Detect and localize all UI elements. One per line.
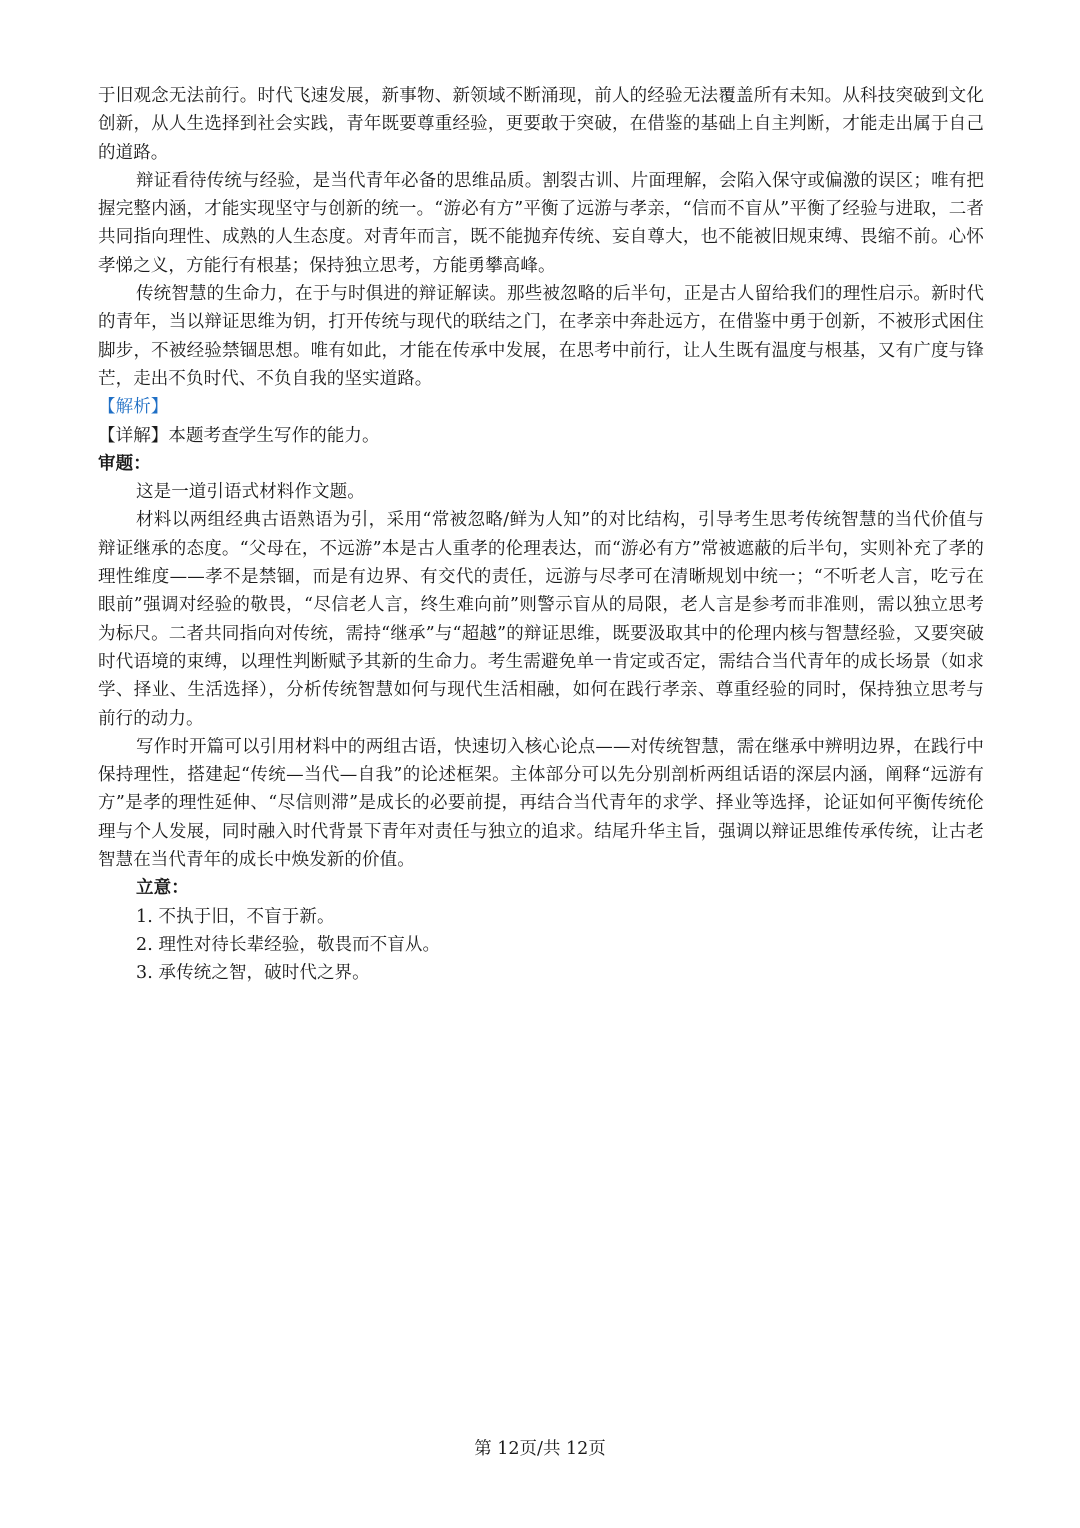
list-item: 1. 不执于旧，不盲于新。 — [136, 906, 335, 927]
list-item: 3. 承传统之智，破时代之界。 — [136, 963, 370, 984]
analysis-paragraph: 这是一道引语式材料作文题。 — [136, 482, 365, 503]
document-body — [98, 82, 984, 988]
analysis-paragraph: 写作时开篇可以引用材料中的两组古语，快速切入核心论点——对传统智慧，需在继承中辨明边界，在践行中保持理性，搭建起“传统—当代—自我”的论述框架。主体部分可以先分别剖析两组话语的深层内涵，阐释“远游有方”是孝的理性延伸、“尽信则滞”是成长的必要前提，再结合当代青年的求学、择业等选择，论证如何平衡传统伦理与个人发展，同时融入时代背景下青年对责任与独立的追求。结尾升华主旨，强调以辩证思维传承传统，让古老智慧在当代青年的成长中焕发新的价值。 — [98, 736, 984, 871]
analysis-detail: 【详解】本题考查学生写作的能力。 — [98, 425, 380, 446]
liyi-label: 立意： — [136, 878, 189, 899]
body-paragraph: 辩证看待传统与经验，是当代青年必备的思维品质。割裂古训、片面理解，会陷入保守或偏激的误区；唯有把握完整内涵，才能实现坚守与创新的统一。“游必有方”平衡了远游与孝亲，“信而不盲从”平衡了经验与进取，二者共同指向理性、成熟的人生态度。对青年而言，既不能抛弃传统、妄自尊大，也不能被旧规束缚、畏缩不前。心怀孝悌之义，方能行有根基；保持独立思考，方能勇攀高峰。 — [98, 170, 984, 276]
list-item: 2. 理性对待长辈经验，敬畏而不盲从。 — [136, 934, 441, 955]
body-paragraph: 传统智慧的生命力，在于与时俱进的辩证解读。那些被忽略的后半句，正是古人留给我们的理性启示。新时代的青年，当以辩证思维为钥，打开传统与现代的联结之门，在孝亲中奔赴远方，在借鉴中勇于创新，不被形式困住脚步，不被经验禁锢思想。唯有如此，才能在传承中发展，在思考中前行，让人生既有温度与根基，又有广度与锋芒，走出不负时代、不负自我的坚实道路。 — [98, 284, 984, 389]
shenti-label: 审题： — [98, 453, 151, 474]
page-footer: 第 12页/共 12页 — [474, 1439, 606, 1459]
analysis-heading: 【解析】 — [98, 397, 169, 418]
analysis-paragraph: 材料以两组经典古语熟语为引，采用“常被忽略/鲜为人知”的对比结构，引导考生思考传统智慧的当代价值与辩证继承的态度。“父母在，不远游”本是古人重孝的伦理表达，而“游必有方”常被遮蔽的后半句，实则补充了孝的理性维度——孝不是禁锢，而是有边界、有交代的责任，远游与尽孝可在清晰规划中统一；“不听老人言，吃亏在眼前”强调对经验的敬畏，“尽信老人言，终生难向前”则警示盲从的局限，老人言是参考而非准则，需以独立思考为标尺。二者共同指向对传统，需持“继承”与“超越”的辩证思维，既要汲取其中的伦理内核与智慧经验，又要突破时代语境的束缚，以理性判断赋予其新的生命力。考生需避免单一肯定或否定，需结合当代青年的成长场景（如求学、择业、生活选择），分析传统智慧如何与现代生活相融，如何在践行孝亲、尊重经验的同时，保持独立思考与前行的动力。 — [98, 510, 984, 729]
body-paragraph: 于旧观念无法前行。时代飞速发展，新事物、新领域不断涌现，前人的经验无法覆盖所有未知。从科技突破到文化创新，从人生选择到社会实践，青年既要尊重经验，更要敢于突破，在借鉴的基础上自主判断，才能走出属于自己的道路。 — [98, 86, 984, 163]
